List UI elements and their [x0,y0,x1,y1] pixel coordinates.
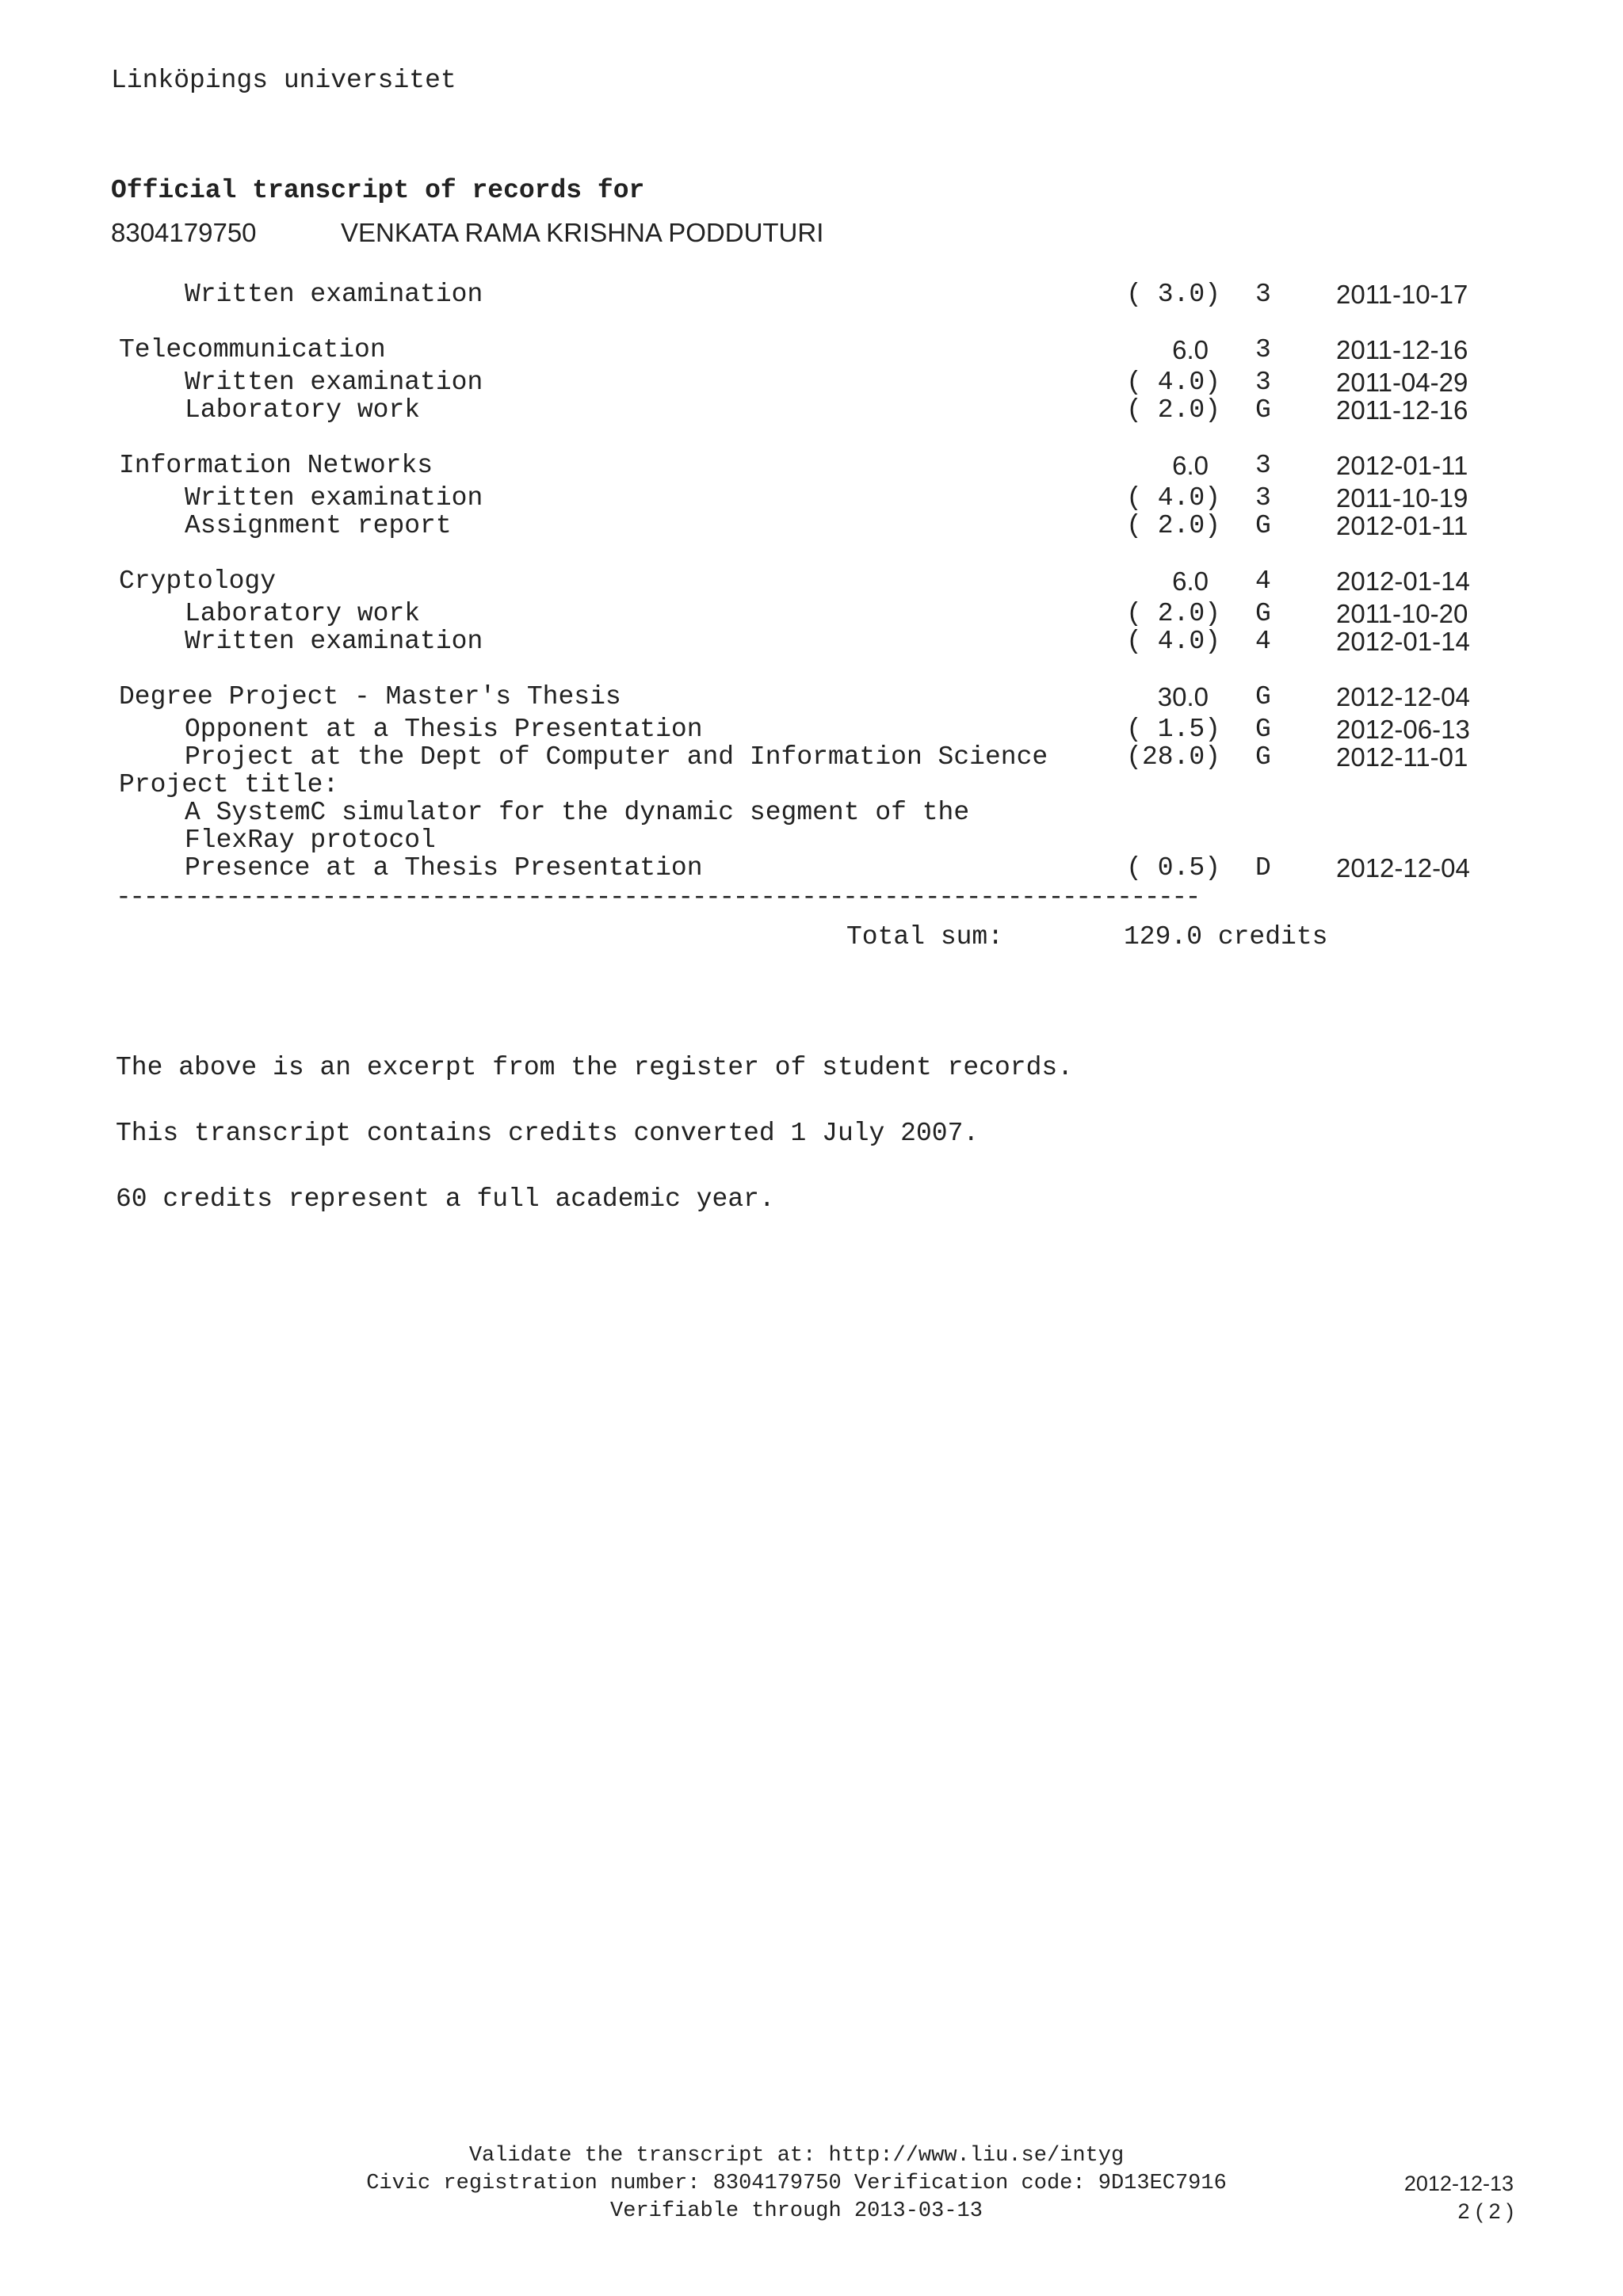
record-grade: 3 [1255,368,1271,397]
project-title-text: FlexRay protocol [185,826,436,855]
record-grade: 4 [1255,627,1271,656]
record-credits: ( 1.5) [1126,715,1220,744]
record-date: 2012-06-13 [1336,715,1470,744]
record-date: 2011-12-16 [1336,335,1468,364]
record-date: 2012-11-01 [1336,742,1468,772]
university-name: Linköpings universitet [111,66,456,95]
record-date: 2011-10-19 [1336,483,1468,513]
record-label: Laboratory work [185,599,421,628]
record-date: 2012-01-11 [1336,511,1468,540]
course-name: Cryptology [119,566,277,596]
document-title: Official transcript of records for [111,176,645,205]
record-credits: ( 4.0) [1126,627,1220,656]
record-date: 2011-10-17 [1336,280,1468,309]
separator-line: ------------------------------------------------------------------------------- [116,883,1199,912]
record-label: Laboratory work [185,395,421,425]
record-credits: 6.0 [1172,566,1209,596]
record-credits: ( 0.5) [1126,853,1220,883]
record-label: Written examination [185,627,483,656]
record-credits: ( 2.0) [1126,395,1220,425]
footer-verifiable: Verifiable through 2013-03-13 [610,2199,983,2223]
record-credits: ( 2.0) [1126,599,1220,628]
course-name: Degree Project - Master's Thesis [119,682,621,711]
record-date: 2012-01-14 [1336,566,1470,596]
note-credits: 60 credits represent a full academic year. [116,1184,775,1214]
footer-validate: Validate the transcript at: http://www.liu.se/intyg [468,2144,1125,2168]
record-label: Written examination [185,483,483,513]
student-id: 8304179750 [111,218,257,247]
record-grade: G [1255,395,1271,425]
record-grade: 4 [1255,566,1271,596]
record-grade: 3 [1255,483,1271,513]
record-date: 2012-01-14 [1336,627,1470,656]
record-grade: 3 [1255,335,1271,364]
record-credits: 30.0 [1157,682,1209,711]
record-label: Written examination [185,280,483,309]
record-credits: ( 2.0) [1126,511,1220,540]
total-value: 129.0 credits [1124,922,1328,952]
record-grade: G [1255,682,1271,711]
record-label: Written examination [185,368,483,397]
record-credits: ( 4.0) [1126,483,1220,513]
footer-page-number: 2 ( 2 ) [1457,2199,1514,2223]
project-title-label: Project title: [119,770,339,799]
total-label: Total sum: [846,922,1004,952]
record-date: 2012-12-04 [1336,682,1470,711]
record-label: Presence at a Thesis Presentation [185,853,703,883]
record-label: Opponent at a Thesis Presentation [185,715,703,744]
course-name: Telecommunication [119,335,386,364]
record-grade: 3 [1255,451,1271,480]
record-date: 2011-10-20 [1336,599,1468,628]
record-grade: 3 [1255,280,1271,309]
footer-civic: Civic registration number: 8304179750 Verification code: 9D13EC7916 [366,2172,1227,2195]
note-excerpt: The above is an excerpt from the register of student records. [116,1053,1073,1082]
record-credits: ( 4.0) [1126,368,1220,397]
note-conversion: This transcript contains credits converted 1 July 2007. [116,1119,980,1148]
project-title-text: A SystemC simulator for the dynamic segment of the [185,798,970,827]
footer-date: 2012-12-13 [1403,2172,1514,2195]
record-label: Assignment report [185,511,452,540]
record-date: 2012-12-04 [1336,853,1470,883]
record-label: Project at the Dept of Computer and Information Science [185,742,1048,772]
record-grade: G [1255,599,1271,628]
record-grade: D [1255,853,1271,883]
record-date: 2011-12-16 [1336,395,1468,425]
record-credits: 6.0 [1172,335,1209,364]
record-credits: 6.0 [1172,451,1209,480]
record-credits: (28.0) [1126,742,1220,772]
course-name: Information Networks [119,451,433,480]
student-name: VENKATA RAMA KRISHNA PODDUTURI [341,218,824,247]
record-date: 2012-01-11 [1336,451,1468,480]
record-grade: G [1255,511,1271,540]
record-date: 2011-04-29 [1336,368,1468,397]
record-grade: G [1255,715,1271,744]
record-credits: ( 3.0) [1126,280,1220,309]
record-grade: G [1255,742,1271,772]
